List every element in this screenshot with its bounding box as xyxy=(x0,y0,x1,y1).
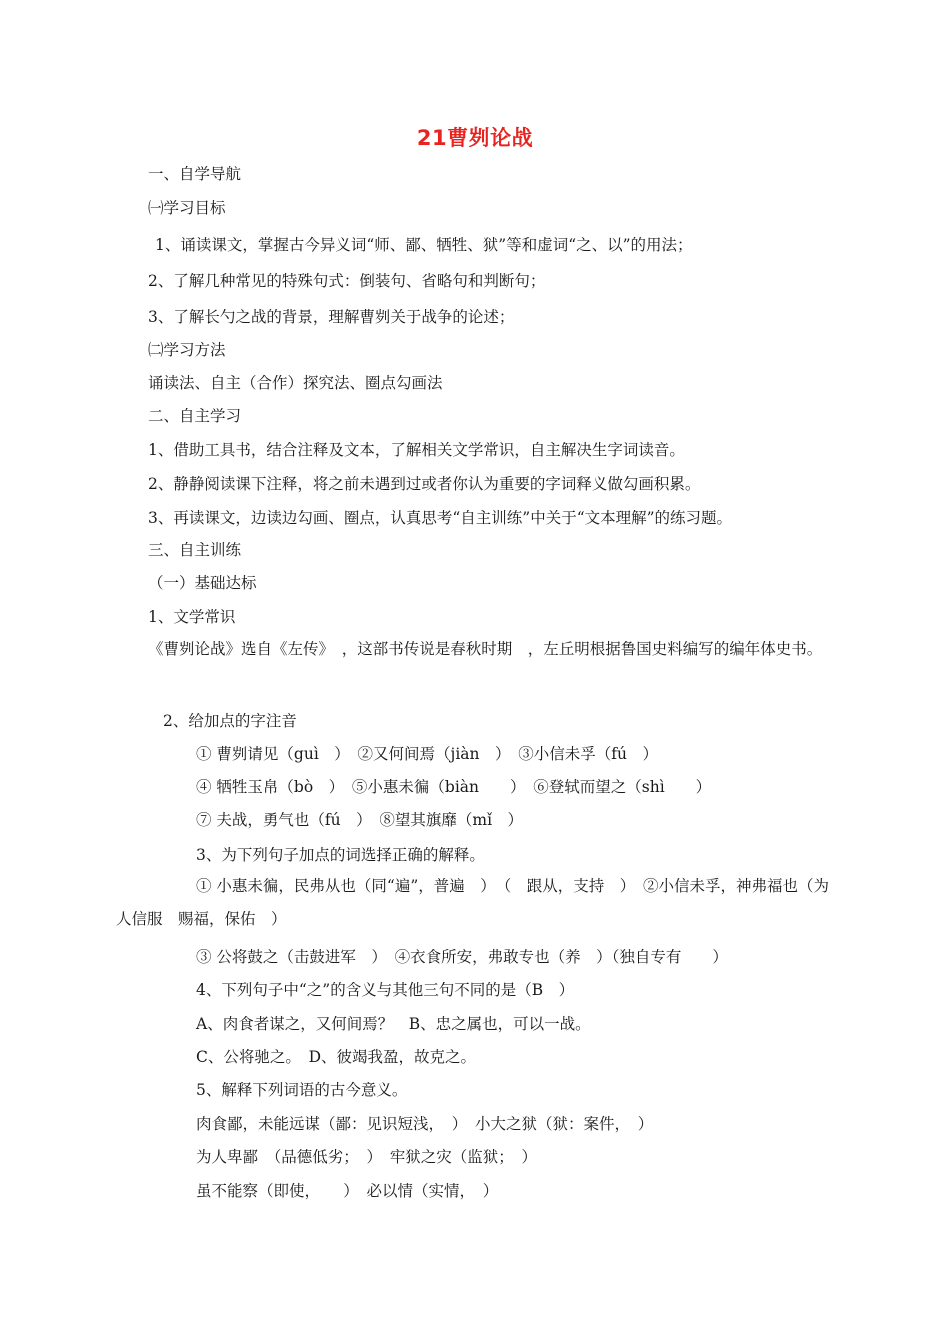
study-item-3: 3、再读课文，边读边勾画、圈点，认真思考“自主训练”中关于“文本理解”的练习题。 xyxy=(148,509,733,527)
literary-knowledge-paragraph: 《曹刿论战》选自《左传》 ，这部书传说是春秋时期 ，左丘明根据鲁国史料编写的编年体史书。 xyxy=(148,640,823,658)
word-meaning-row-3: 虽不能察（即使， ） 必以情（实情， ） xyxy=(196,1182,499,1200)
subheading-basic-goals: （一）基础达标 xyxy=(148,574,257,592)
question-4-heading: 4、下列句子中“之”的含义与其他三句不同的是（B ） xyxy=(196,981,575,999)
document-title: 21曹刿论战 xyxy=(416,126,534,150)
word-meaning-row-1: 肉食鄙，未能远谋（鄙：见识短浅， ） 小大之狱（狱：案件， ） xyxy=(196,1115,654,1133)
study-item-1: 1、借助工具书，结合注释及文本，了解相关文学常识，自主解决生字词读音。 xyxy=(148,441,685,459)
question-4-options-ab: A、肉食者谋之，又何间焉？ B、忠之属也，可以一战。 xyxy=(196,1015,591,1033)
subheading-learning-methods: ㈡学习方法 xyxy=(148,341,226,359)
pinyin-row-2: ④ 牺牲玉帛（bò ） ⑤小惠未徧（biàn ） ⑥登轼而望之（shì ） xyxy=(196,778,712,796)
goal-item-1: 1、诵读课文，掌握古今异义词“师、鄙、牺牲、狱”等和虚词“之、以”的用法； xyxy=(155,236,693,254)
explanation-row-1: ① 小惠未徧，民弗从也（同“遍”，普遍 ） （ 跟从，支持 ） ②小信未孚，神弗福也（为人信服 赐福，保佑 ） xyxy=(116,877,830,928)
study-item-2: 2、静静阅读课下注释，将之前未遇到过或者你认为重要的字词释义做勾画积累。 xyxy=(148,475,701,493)
subheading-learning-goals: ㈠学习目标 xyxy=(148,199,226,217)
section-heading-independent-training: 三、自主训练 xyxy=(148,541,242,559)
methods-text: 诵读法、自主（合作）探究法、圈点勾画法 xyxy=(148,374,443,392)
question-4-options-cd: C、公将驰之。 D、彼竭我盈，故克之。 xyxy=(196,1048,477,1066)
word-meaning-row-2: 为人卑鄙 （品德低劣； ） 牢狱之灾（监狱； ） xyxy=(196,1148,538,1166)
question-3-heading: 3、为下列句子加点的词选择正确的解释。 xyxy=(196,846,485,864)
question-5-heading: 5、解释下列词语的古今意义。 xyxy=(196,1081,408,1099)
pinyin-row-1: ① 曹刿请见（guì ） ②又何间焉（jiàn ） ③小信未孚（fú ） xyxy=(196,745,658,763)
section-heading-independent-study: 二、自主学习 xyxy=(148,407,242,425)
section-heading-self-study-guide: 一、自学导航 xyxy=(148,165,242,183)
goal-item-2: 2、了解几种常见的特殊句式：倒装句、省略句和判断句； xyxy=(148,272,546,290)
pinyin-row-3: ⑦ 夫战，勇气也（fú ） ⑧望其旗靡（mǐ ） xyxy=(196,811,524,829)
question-2-heading: 2、给加点的字注音 xyxy=(163,712,297,730)
question-1-heading: 1、文学常识 xyxy=(148,608,236,626)
explanation-row-2: ③ 公将鼓之（击鼓进军 ） ④衣食所安，弗敢专也（养 ）（独自专有 ） xyxy=(196,948,728,966)
goal-item-3: 3、了解长勺之战的背景，理解曹刿关于战争的论述； xyxy=(148,308,515,326)
